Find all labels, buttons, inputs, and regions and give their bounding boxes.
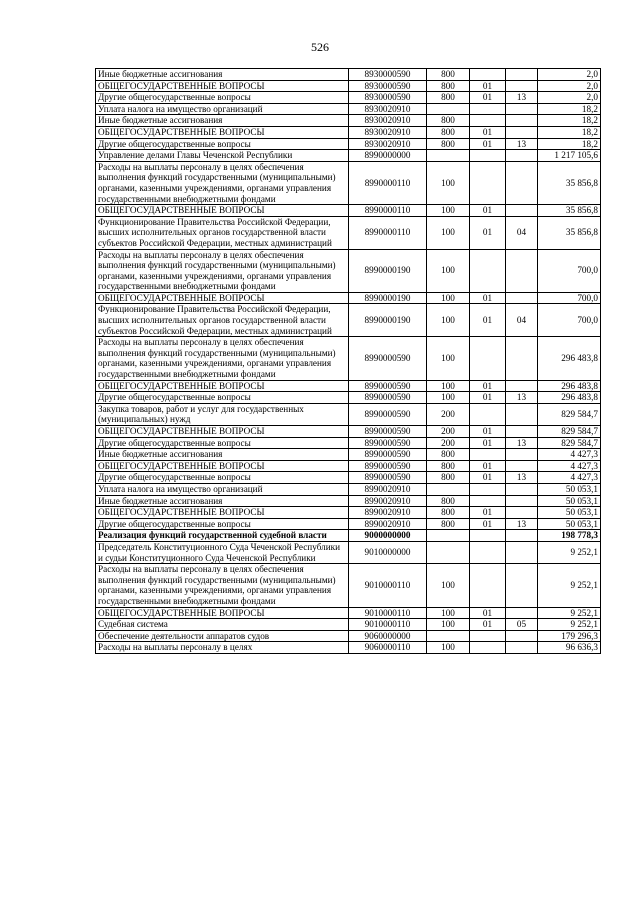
subsection-code xyxy=(506,564,538,607)
amount: 50 053,1 xyxy=(538,507,601,519)
target-article-code: 8990020910 xyxy=(349,483,427,495)
expense-type-code xyxy=(427,483,470,495)
expense-type-code: 100 xyxy=(427,304,470,337)
amount: 18,2 xyxy=(538,138,601,150)
table-row xyxy=(96,337,601,380)
subsection-code xyxy=(506,460,538,472)
expense-type-code: 100 xyxy=(427,392,470,404)
row-name: Обеспечение деятельности аппаратов судов xyxy=(96,630,349,642)
subsection-code: 13 xyxy=(506,92,538,104)
subsection-code xyxy=(506,249,538,292)
table-row xyxy=(96,630,601,642)
section-code: 01 xyxy=(470,304,506,337)
row-name: Иные бюджетные ассигнования xyxy=(96,495,349,507)
section-code xyxy=(470,69,506,81)
amount: 35 856,8 xyxy=(538,205,601,217)
row-name: Расходы на выплаты персоналу в целях обеспечения выполнения функций государственными (муниципальными) органами, казенными учреждениями, органами управления государственными внебюджетными фондами xyxy=(96,249,349,292)
amount: 2,0 xyxy=(538,69,601,81)
section-code xyxy=(470,150,506,162)
subsection-code xyxy=(506,337,538,380)
amount: 96 636,3 xyxy=(538,642,601,654)
row-name: Другие общегосударственные вопросы xyxy=(96,392,349,404)
subsection-code xyxy=(506,483,538,495)
table-row xyxy=(96,426,601,438)
subsection-code xyxy=(506,607,538,619)
section-code: 01 xyxy=(470,138,506,150)
target-article-code: 8930020910 xyxy=(349,138,427,150)
row-name: Функционирование Правительства Российской Федерации, высших исполнительных органов государственной власти субъектов Российской Федерации, местных администраций xyxy=(96,216,349,249)
table-row xyxy=(96,518,601,530)
table-row xyxy=(96,249,601,292)
subsection-code xyxy=(506,150,538,162)
amount: 50 053,1 xyxy=(538,518,601,530)
subsection-code xyxy=(506,115,538,127)
section-code: 01 xyxy=(470,92,506,104)
expense-type-code: 100 xyxy=(427,292,470,304)
target-article-code: 8990000110 xyxy=(349,205,427,217)
subsection-code xyxy=(506,292,538,304)
section-code xyxy=(470,541,506,563)
section-code: 01 xyxy=(470,607,506,619)
expense-type-code: 100 xyxy=(427,564,470,607)
section-code xyxy=(470,564,506,607)
target-article-code: 8990000590 xyxy=(349,449,427,461)
table-row xyxy=(96,507,601,519)
target-article-code: 8990000110 xyxy=(349,161,427,204)
section-code: 01 xyxy=(470,460,506,472)
section-code: 01 xyxy=(470,380,506,392)
row-name: Уплата налога на имущество организаций xyxy=(96,103,349,115)
section-code: 01 xyxy=(470,507,506,519)
table-row xyxy=(96,541,601,563)
section-code xyxy=(470,337,506,380)
expense-type-code: 800 xyxy=(427,80,470,92)
amount: 9 252,1 xyxy=(538,564,601,607)
amount: 18,2 xyxy=(538,126,601,138)
target-article-code: 8990000590 xyxy=(349,426,427,438)
section-code xyxy=(470,449,506,461)
section-code xyxy=(470,161,506,204)
expense-type-code xyxy=(427,541,470,563)
target-article-code: 8930000590 xyxy=(349,69,427,81)
amount: 50 053,1 xyxy=(538,483,601,495)
section-code xyxy=(470,115,506,127)
section-code: 01 xyxy=(470,292,506,304)
target-article-code: 9010000000 xyxy=(349,541,427,563)
section-code: 01 xyxy=(470,205,506,217)
subsection-code xyxy=(506,530,538,542)
target-article-code: 9010000110 xyxy=(349,564,427,607)
target-article-code: 8990000190 xyxy=(349,304,427,337)
section-code xyxy=(470,483,506,495)
expense-type-code: 200 xyxy=(427,403,470,425)
table-row xyxy=(96,304,601,337)
table-row xyxy=(96,69,601,81)
row-name: Функционирование Правительства Российской Федерации, высших исполнительных органов государственной власти субъектов Российской Федерации, местных администраций xyxy=(96,304,349,337)
row-name: Иные бюджетные ассигнования xyxy=(96,115,349,127)
target-article-code: 8930000590 xyxy=(349,80,427,92)
row-name: ОБЩЕГОСУДАРСТВЕННЫЕ ВОПРОСЫ xyxy=(96,380,349,392)
target-article-code: 8990020910 xyxy=(349,518,427,530)
row-name: ОБЩЕГОСУДАРСТВЕННЫЕ ВОПРОСЫ xyxy=(96,607,349,619)
target-article-code: 8990000590 xyxy=(349,380,427,392)
amount: 9 252,1 xyxy=(538,619,601,631)
target-article-code: 8930020910 xyxy=(349,115,427,127)
table-row xyxy=(96,205,601,217)
table-row xyxy=(96,103,601,115)
expense-type-code: 800 xyxy=(427,518,470,530)
row-name: Иные бюджетные ассигнования xyxy=(96,449,349,461)
expense-type-code: 800 xyxy=(427,449,470,461)
subsection-code xyxy=(506,507,538,519)
row-name: Другие общегосударственные вопросы xyxy=(96,138,349,150)
amount: 296 483,8 xyxy=(538,380,601,392)
amount: 35 856,8 xyxy=(538,161,601,204)
target-article-code: 8930000590 xyxy=(349,92,427,104)
subsection-code: 13 xyxy=(506,437,538,449)
section-code: 01 xyxy=(470,437,506,449)
section-code: 01 xyxy=(470,472,506,484)
expense-type-code: 100 xyxy=(427,619,470,631)
subsection-code xyxy=(506,380,538,392)
amount: 4 427,3 xyxy=(538,472,601,484)
expense-type-code xyxy=(427,103,470,115)
table-row xyxy=(96,161,601,204)
expense-type-code: 200 xyxy=(427,426,470,438)
table-row xyxy=(96,495,601,507)
row-name: ОБЩЕГОСУДАРСТВЕННЫЕ ВОПРОСЫ xyxy=(96,507,349,519)
table-row xyxy=(96,150,601,162)
subsection-code xyxy=(506,642,538,654)
target-article-code: 8930020910 xyxy=(349,103,427,115)
amount: 1 217 105,6 xyxy=(538,150,601,162)
table-row xyxy=(96,403,601,425)
amount: 2,0 xyxy=(538,80,601,92)
section-code xyxy=(470,642,506,654)
target-article-code: 8990000590 xyxy=(349,392,427,404)
amount: 18,2 xyxy=(538,103,601,115)
section-code xyxy=(470,495,506,507)
amount: 4 427,3 xyxy=(538,460,601,472)
table-row xyxy=(96,483,601,495)
row-name: Другие общегосударственные вопросы xyxy=(96,437,349,449)
amount: 18,2 xyxy=(538,115,601,127)
table-row xyxy=(96,530,601,542)
amount: 9 252,1 xyxy=(538,607,601,619)
expense-type-code xyxy=(427,630,470,642)
target-article-code: 8990000590 xyxy=(349,460,427,472)
target-article-code: 8990000590 xyxy=(349,437,427,449)
expense-type-code: 200 xyxy=(427,437,470,449)
table-row xyxy=(96,392,601,404)
section-code xyxy=(470,630,506,642)
target-article-code: 8990000590 xyxy=(349,337,427,380)
expense-type-code: 100 xyxy=(427,216,470,249)
row-name: Другие общегосударственные вопросы xyxy=(96,472,349,484)
row-name: Расходы на выплаты персоналу в целях обеспечения выполнения функций государственными (муниципальными) органами, казенными учреждениями, органами управления государственными внебюджетными фондами xyxy=(96,337,349,380)
expense-type-code xyxy=(427,150,470,162)
row-name: ОБЩЕГОСУДАРСТВЕННЫЕ ВОПРОСЫ xyxy=(96,292,349,304)
table-row xyxy=(96,216,601,249)
expense-type-code xyxy=(427,530,470,542)
subsection-code xyxy=(506,426,538,438)
subsection-code xyxy=(506,80,538,92)
amount: 829 584,7 xyxy=(538,437,601,449)
amount: 50 053,1 xyxy=(538,495,601,507)
row-name: Другие общегосударственные вопросы xyxy=(96,92,349,104)
expense-type-code: 800 xyxy=(427,115,470,127)
budget-table-body xyxy=(96,69,601,654)
section-code xyxy=(470,249,506,292)
subsection-code: 13 xyxy=(506,392,538,404)
subsection-code xyxy=(506,403,538,425)
expense-type-code: 100 xyxy=(427,607,470,619)
target-article-code: 9010000110 xyxy=(349,607,427,619)
subsection-code: 13 xyxy=(506,518,538,530)
expense-type-code: 800 xyxy=(427,138,470,150)
table-row xyxy=(96,642,601,654)
subsection-code xyxy=(506,161,538,204)
row-name: ОБЩЕГОСУДАРСТВЕННЫЕ ВОПРОСЫ xyxy=(96,426,349,438)
subsection-code xyxy=(506,205,538,217)
target-article-code: 9060000000 xyxy=(349,630,427,642)
page-number: 526 xyxy=(311,40,329,54)
subsection-code xyxy=(506,541,538,563)
row-name: Управление делами Главы Чеченской Республики xyxy=(96,150,349,162)
table-row xyxy=(96,437,601,449)
table-row xyxy=(96,138,601,150)
row-name: ОБЩЕГОСУДАРСТВЕННЫЕ ВОПРОСЫ xyxy=(96,205,349,217)
subsection-code xyxy=(506,69,538,81)
row-name: Расходы на выплаты персоналу в целях xyxy=(96,642,349,654)
expense-type-code: 800 xyxy=(427,92,470,104)
row-name: Иные бюджетные ассигнования xyxy=(96,69,349,81)
target-article-code: 8990020910 xyxy=(349,495,427,507)
target-article-code: 8930020910 xyxy=(349,126,427,138)
row-name: Председатель Конституционного Суда Чеченской Республики и судьи Конституционного Суда Чеченской Республики xyxy=(96,541,349,563)
expense-type-code: 800 xyxy=(427,507,470,519)
section-code xyxy=(470,403,506,425)
section-code: 01 xyxy=(470,126,506,138)
expense-type-code: 800 xyxy=(427,472,470,484)
section-code: 01 xyxy=(470,80,506,92)
expense-type-code: 100 xyxy=(427,161,470,204)
amount: 296 483,8 xyxy=(538,337,601,380)
table-row xyxy=(96,449,601,461)
section-code: 01 xyxy=(470,619,506,631)
amount: 2,0 xyxy=(538,92,601,104)
subsection-code xyxy=(506,126,538,138)
table-row xyxy=(96,619,601,631)
row-name: Расходы на выплаты персоналу в целях обеспечения выполнения функций государственными (муниципальными) органами, казенными учреждениями, органами управления государственными внебюджетными фондами xyxy=(96,161,349,204)
expense-type-code: 100 xyxy=(427,380,470,392)
section-code: 01 xyxy=(470,518,506,530)
subsection-code xyxy=(506,495,538,507)
amount: 9 252,1 xyxy=(538,541,601,563)
row-name: Другие общегосударственные вопросы xyxy=(96,518,349,530)
target-article-code: 8990000190 xyxy=(349,249,427,292)
table-row xyxy=(96,80,601,92)
row-name: Расходы на выплаты персоналу в целях обеспечения выполнения функций государственными (муниципальными) органами, казенными учреждениями, органами управления государственными внебюджетными фондами xyxy=(96,564,349,607)
budget-table xyxy=(95,68,601,654)
subsection-code xyxy=(506,449,538,461)
section-code: 01 xyxy=(470,392,506,404)
section-code xyxy=(470,530,506,542)
expense-type-code: 100 xyxy=(427,205,470,217)
target-article-code: 9010000110 xyxy=(349,619,427,631)
subsection-code xyxy=(506,630,538,642)
section-code: 01 xyxy=(470,216,506,249)
table-row xyxy=(96,115,601,127)
amount: 700,0 xyxy=(538,249,601,292)
target-article-code: 8990000590 xyxy=(349,472,427,484)
target-article-code: 8990000000 xyxy=(349,150,427,162)
subsection-code xyxy=(506,103,538,115)
amount: 829 584,7 xyxy=(538,403,601,425)
amount: 829 584,7 xyxy=(538,426,601,438)
expense-type-code: 800 xyxy=(427,460,470,472)
expense-type-code: 100 xyxy=(427,249,470,292)
target-article-code: 8990000190 xyxy=(349,292,427,304)
row-name: ОБЩЕГОСУДАРСТВЕННЫЕ ВОПРОСЫ xyxy=(96,126,349,138)
target-article-code: 8990020910 xyxy=(349,507,427,519)
row-name: Закупка товаров, работ и услуг для государственных (муниципальных) нужд xyxy=(96,403,349,425)
expense-type-code: 800 xyxy=(427,69,470,81)
table-row xyxy=(96,564,601,607)
amount: 4 427,3 xyxy=(538,449,601,461)
row-name: Реализация функций государственной судебной власти xyxy=(96,530,349,542)
section-code xyxy=(470,103,506,115)
table-row xyxy=(96,607,601,619)
subsection-code: 13 xyxy=(506,138,538,150)
section-code: 01 xyxy=(470,426,506,438)
row-name: ОБЩЕГОСУДАРСТВЕННЫЕ ВОПРОСЫ xyxy=(96,80,349,92)
expense-type-code: 800 xyxy=(427,495,470,507)
table-row xyxy=(96,292,601,304)
subsection-code: 04 xyxy=(506,304,538,337)
row-name: Судебная система xyxy=(96,619,349,631)
amount: 700,0 xyxy=(538,292,601,304)
target-article-code: 9060000110 xyxy=(349,642,427,654)
target-article-code: 9000000000 xyxy=(349,530,427,542)
table-row xyxy=(96,92,601,104)
amount: 296 483,8 xyxy=(538,392,601,404)
subsection-code: 04 xyxy=(506,216,538,249)
subsection-code: 13 xyxy=(506,472,538,484)
subsection-code: 05 xyxy=(506,619,538,631)
table-row xyxy=(96,460,601,472)
amount: 700,0 xyxy=(538,304,601,337)
amount: 198 778,3 xyxy=(538,530,601,542)
table-row xyxy=(96,472,601,484)
table-row xyxy=(96,380,601,392)
amount: 35 856,8 xyxy=(538,216,601,249)
row-name: Уплата налога на имущество организаций xyxy=(96,483,349,495)
expense-type-code: 800 xyxy=(427,126,470,138)
row-name: ОБЩЕГОСУДАРСТВЕННЫЕ ВОПРОСЫ xyxy=(96,460,349,472)
expense-type-code: 100 xyxy=(427,337,470,380)
amount: 179 296,3 xyxy=(538,630,601,642)
table-row xyxy=(96,126,601,138)
expense-type-code: 100 xyxy=(427,642,470,654)
target-article-code: 8990000590 xyxy=(349,403,427,425)
target-article-code: 8990000110 xyxy=(349,216,427,249)
